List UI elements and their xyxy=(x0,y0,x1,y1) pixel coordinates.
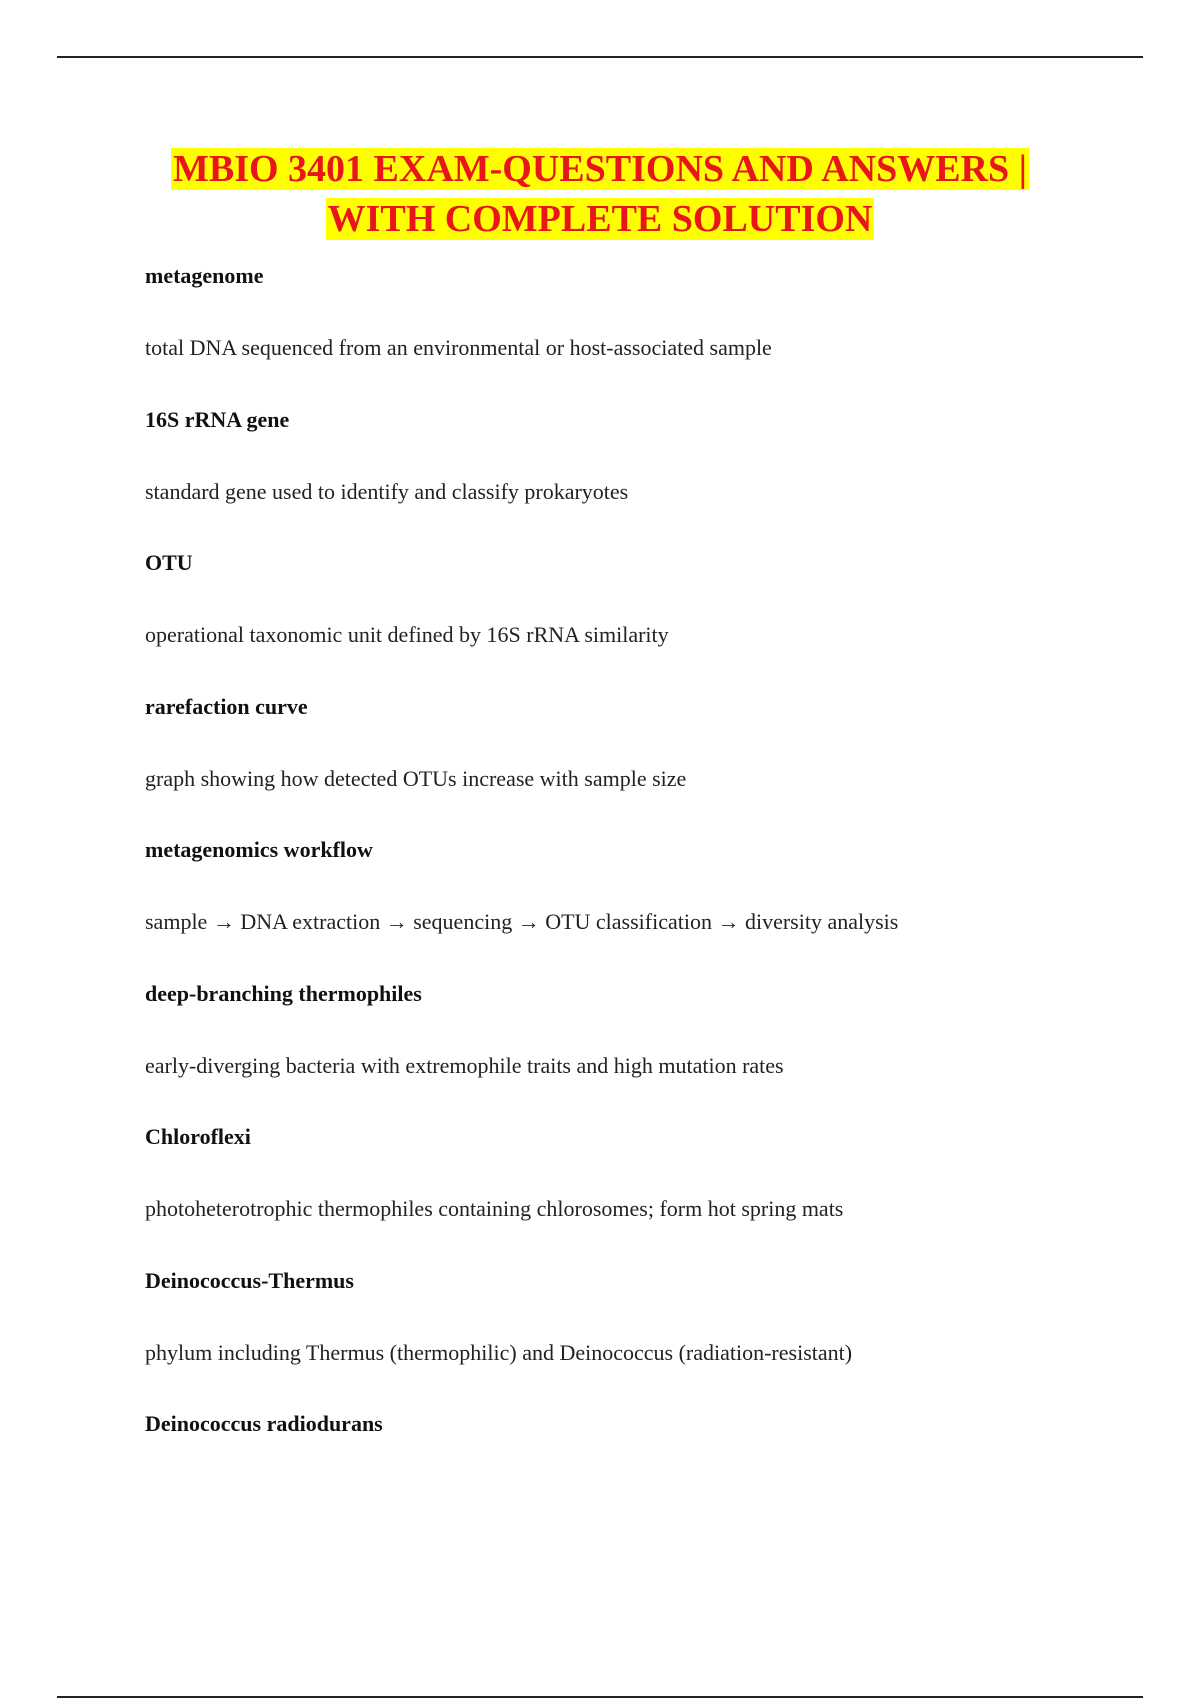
document-title xyxy=(0,144,1200,244)
term: deep-branching thermophiles xyxy=(145,980,422,1006)
term: rarefaction curve xyxy=(145,693,308,719)
qa-entry xyxy=(145,832,1105,976)
term: OTU xyxy=(145,550,193,575)
qa-entry xyxy=(145,1119,1105,1263)
question-answer-list xyxy=(145,258,1105,1550)
qa-entry xyxy=(145,258,1105,402)
bottom-rule xyxy=(57,1696,1143,1698)
term: 16S rRNA gene xyxy=(145,406,290,432)
definition: phylum including Thermus (thermophilic) and Deinococcus (radiation-resistant) xyxy=(145,1339,853,1365)
qa-entry xyxy=(145,1406,1105,1550)
qa-entry xyxy=(145,545,1105,689)
qa-entry xyxy=(145,976,1105,1120)
top-rule xyxy=(57,56,1143,58)
definition: sample → DNA extraction → sequencing → OTU classification → diversity analysis xyxy=(145,909,899,934)
definition: graph showing how detected OTUs increase with sample size xyxy=(145,765,687,791)
qa-entry xyxy=(145,402,1105,546)
definition: early-diverging bacteria with extremophile traits and high mutation rates xyxy=(145,1052,784,1078)
definition xyxy=(145,1478,1105,1550)
definition: total DNA sequenced from an environmental or host-associated sample xyxy=(145,335,772,360)
term: metagenomics workflow xyxy=(145,837,373,862)
term: Chloroflexi xyxy=(145,1124,251,1149)
qa-entry xyxy=(145,1263,1105,1407)
title-line-2: WITH COMPLETE SOLUTION xyxy=(327,198,873,240)
term: Deinococcus radiodurans xyxy=(145,1411,383,1436)
definition: operational taxonomic unit defined by 16S rRNA similarity xyxy=(145,622,669,647)
term: metagenome xyxy=(145,263,264,288)
title-line-1: MBIO 3401 EXAM-QUESTIONS AND ANSWERS | xyxy=(173,148,1027,190)
qa-entry xyxy=(145,689,1105,833)
definition: photoheterotrophic thermophiles containing chlorosomes; form hot spring mats xyxy=(145,1196,844,1221)
term: Deinococcus-Thermus xyxy=(145,1267,354,1293)
definition: standard gene used to identify and classify prokaryotes xyxy=(145,478,629,504)
